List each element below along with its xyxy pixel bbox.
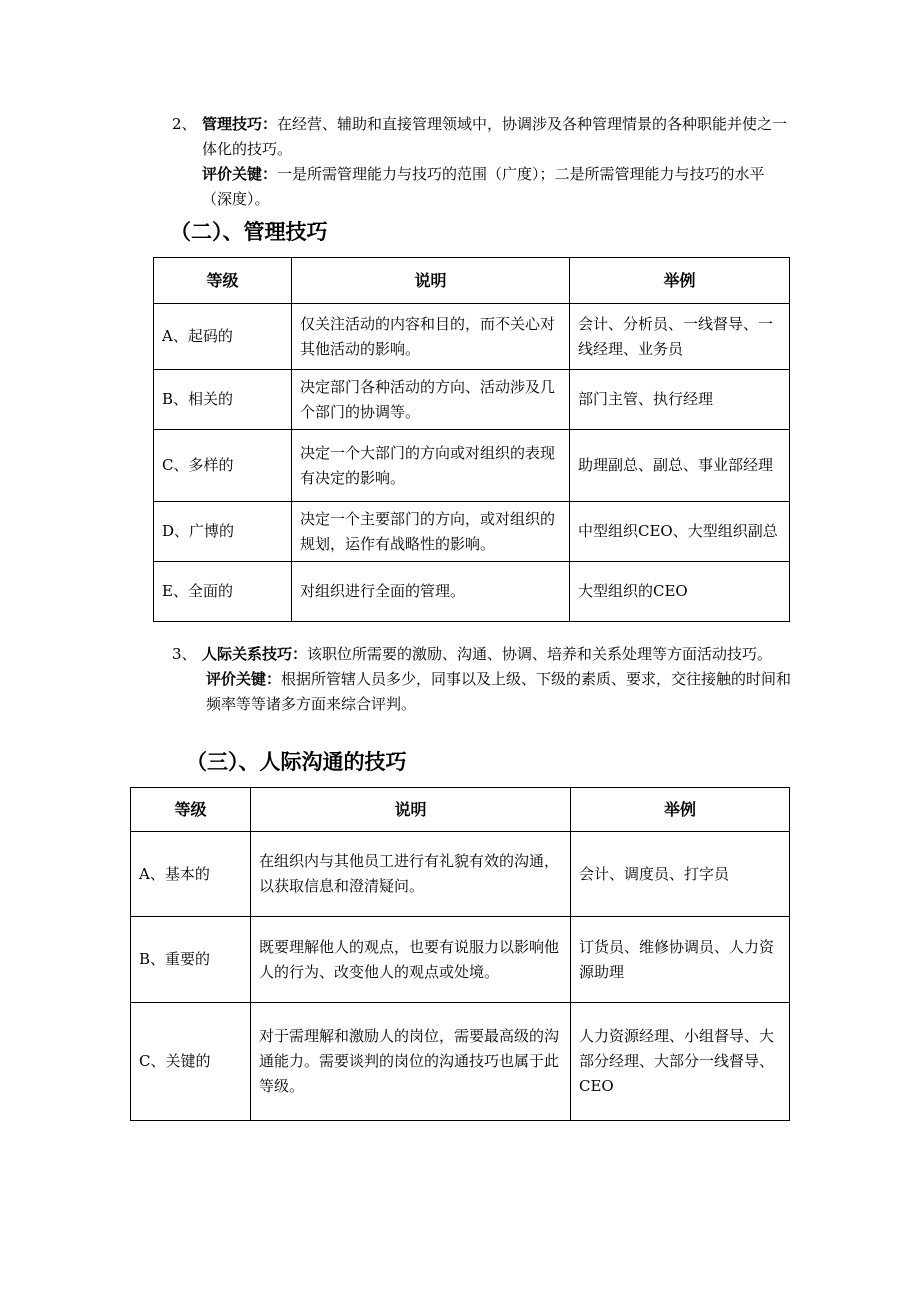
header-level: 等级 xyxy=(154,258,292,304)
example-cell: 订货员、维修协调员、人力资源助理 xyxy=(571,917,790,1003)
description-cell: 决定部门各种活动的方向、活动涉及几个部门的协调等。 xyxy=(292,370,570,430)
table-row xyxy=(131,917,790,1003)
level-cell: B、重要的 xyxy=(131,917,251,1003)
evaluation-text: 根据所管辖人员多少，同事以及上级、下级的素质、要求，交往接触的时间和频率等等诸多方面来综合评判。 xyxy=(206,670,792,713)
table-row xyxy=(154,430,790,502)
example-cell: 会计、调度员、打字员 xyxy=(571,832,790,917)
interpersonal-skills-table xyxy=(130,787,790,1121)
table-row xyxy=(131,832,790,917)
level-cell: C、关键的 xyxy=(131,1003,251,1121)
example-cell: 助理副总、副总、事业部经理 xyxy=(570,430,790,502)
description-cell: 既要理解他人的观点，也要有说服力以影响他人的行为、改变他人的观点或处境。 xyxy=(251,917,571,1003)
evaluation-key xyxy=(206,667,797,717)
item-term-colon: ： xyxy=(292,645,308,663)
level-cell: D、广博的 xyxy=(154,502,292,562)
header-description: 说明 xyxy=(251,788,571,832)
evaluation-key xyxy=(202,162,792,212)
level-cell: E、全面的 xyxy=(154,562,292,622)
item-number: 3、 xyxy=(172,645,197,663)
evaluation-label: 评价关键 xyxy=(202,165,263,183)
item-description: 在经营、辅助和直接管理领域中，协调涉及各种管理情景的各种职能并使之一体化的技巧。 xyxy=(202,115,788,158)
evaluation-text: 一是所需管理能力与技巧的范围（广度）；二是所需管理能力与技巧的水平（深度）。 xyxy=(202,165,765,208)
item-description: 该职位所需要的激励、沟通、协调、培养和关系处理等方面活动技巧。 xyxy=(307,645,773,663)
level-cell: A、起码的 xyxy=(154,304,292,370)
management-skills-table xyxy=(153,257,790,622)
item-interpersonal-skills xyxy=(172,642,797,717)
description-cell: 对于需理解和激励人的岗位，需要最高级的沟通能力。需要谈判的岗位的沟通技巧也属于此等级。 xyxy=(251,1003,571,1121)
item-definition xyxy=(202,642,797,667)
description-cell: 在组织内与其他员工进行有礼貌有效的沟通，以获取信息和澄清疑问。 xyxy=(251,832,571,917)
example-cell: 人力资源经理、小组督导、大部分经理、大部分一线督导、CEO xyxy=(571,1003,790,1121)
header-level: 等级 xyxy=(131,788,251,832)
description-cell: 对组织进行全面的管理。 xyxy=(292,562,570,622)
item-management-skills xyxy=(172,112,792,212)
item-number: 2、 xyxy=(172,115,197,133)
table-row xyxy=(154,370,790,430)
header-description: 说明 xyxy=(292,258,570,304)
evaluation-colon: ： xyxy=(262,165,278,183)
table-row xyxy=(154,562,790,622)
level-cell: C、多样的 xyxy=(154,430,292,502)
section-title-management: （二）、管理技巧 xyxy=(170,220,328,244)
evaluation-label: 评价关键 xyxy=(206,670,267,688)
item-term: 人际关系技巧 xyxy=(202,645,293,663)
table-header-row xyxy=(131,788,790,832)
example-cell: 会计、分析员、一线督导、一线经理、业务员 xyxy=(570,304,790,370)
level-cell: B、相关的 xyxy=(154,370,292,430)
level-cell: A、基本的 xyxy=(131,832,251,917)
table-row xyxy=(131,1003,790,1121)
item-term: 管理技巧 xyxy=(202,115,263,133)
header-example: 举例 xyxy=(571,788,790,832)
example-cell: 部门主管、执行经理 xyxy=(570,370,790,430)
item-term-colon: ： xyxy=(262,115,278,133)
description-cell: 仅关注活动的内容和目的，而不关心对其他活动的影响。 xyxy=(292,304,570,370)
table-row xyxy=(154,502,790,562)
description-cell: 决定一个主要部门的方向，或对组织的规划，运作有战略性的影响。 xyxy=(292,502,570,562)
evaluation-colon: ： xyxy=(266,670,282,688)
example-cell: 大型组织的CEO xyxy=(570,562,790,622)
table-row xyxy=(154,304,790,370)
section-title-interpersonal: （三）、人际沟通的技巧 xyxy=(186,750,407,774)
header-example: 举例 xyxy=(570,258,790,304)
description-cell: 决定一个大部门的方向或对组织的表现有决定的影响。 xyxy=(292,430,570,502)
example-cell: 中型组织CEO、大型组织副总 xyxy=(570,502,790,562)
item-definition xyxy=(202,112,792,162)
table-header-row xyxy=(154,258,790,304)
